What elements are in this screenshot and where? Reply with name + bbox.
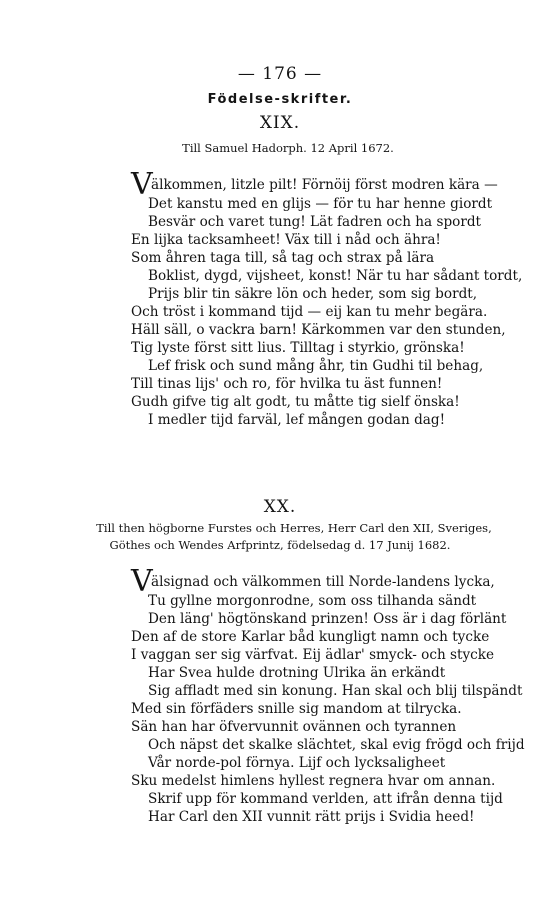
poem-line: Vår norde-pol förnya. Lijf och lycksaligheet	[148, 755, 446, 771]
poem-line: Sän han har öfvervunnit ovännen och tyrannen	[131, 719, 457, 735]
poem-line: Häll säll, o vackra barn! Kärkommen var den stunden,	[131, 322, 506, 338]
poem-numeral: XX.	[263, 497, 297, 517]
poem-line: Den af de store Karlar båd kungligt namn och tycke	[131, 629, 490, 645]
poem-line: Tig lyste först sitt lius. Tilltag i styrkio, grönska!	[131, 340, 465, 356]
poem-line: älsignad och välkommen till Norde-landens lycka,	[151, 574, 495, 590]
poem-line: Och näpst det skalke slächtet, skal evig frögd och frijd	[148, 737, 525, 753]
poem-line: Tu gyllne morgonrodne, som oss tilhanda sändt	[148, 593, 477, 609]
page-number: — 176 —	[237, 64, 323, 84]
poem-dedication: Till then högborne Furstes och Herres, Herr Carl den XII, Sveriges,	[96, 521, 492, 535]
poem-line: I medler tijd farväl, lef mången godan dag!	[148, 412, 446, 428]
poem-line: Den läng' högtönskand prinzen! Oss är i dag förlänt	[148, 611, 507, 627]
poem-line: Och tröst i kommand tijd — eij kan tu mehr begära.	[131, 304, 488, 320]
poem-line: älkommen, litzle pilt! Förnöij först modren kära —	[151, 177, 498, 193]
drop-initial: V	[131, 564, 153, 599]
poem-line: Prijs blir tin säkre lön och heder, som sig bordt,	[148, 286, 478, 302]
poem-dedication: Till Samuel Hadorph. 12 April 1672.	[182, 141, 394, 155]
poem-line: Med sin förfäders snille sig mandom at tilrycka.	[131, 701, 462, 717]
poem-line: Det kanstu med en glijs — för tu har henne giordt	[148, 196, 493, 212]
section-header: Födelse-skrifter.	[207, 92, 353, 107]
poem-line: Lef frisk och sund mång åhr, tin Gudhi til behag,	[148, 358, 484, 374]
poem-line: Gudh gifve tig alt godt, tu måtte tig sielf önska!	[131, 394, 460, 410]
poem-line: Besvär och varet tung! Lät fadren och ha spordt	[148, 214, 482, 230]
poem-line: Har Carl den XII vunnit rätt prijs i Svidia heed!	[148, 809, 475, 825]
poem-line: Boklist, dygd, vijsheet, konst! När tu har sådant tordt,	[148, 268, 523, 284]
poem-numeral: XIX.	[259, 113, 301, 133]
poem-line: Sig affladt med sin konung. Han skal och blij tilspändt	[148, 683, 523, 699]
poem-line: Som åhren taga till, så tag och strax på lära	[131, 250, 435, 266]
poem-line: Till tinas lijs' och ro, för hvilka tu äst funnen!	[131, 376, 443, 392]
poem-line: I vaggan ser sig värfvat. Eij ädlar' smyck- och stycke	[131, 647, 495, 663]
poem-dedication: Göthes och Wendes Arfprintz, födelsedag d. 17 Junij 1682.	[109, 538, 451, 552]
drop-initial: V	[131, 167, 153, 202]
poem-line: Sku medelst himlens hyllest regnera hvar om annan.	[131, 773, 496, 789]
poem-line: Skrif upp för kommand verlden, att ifrån denna tijd	[148, 791, 503, 807]
poem-line: En lijka tacksamheet! Väx till i nåd och ähra!	[131, 232, 441, 248]
poem-line: Har Svea hulde drotning Ulrika än erkändt	[148, 665, 446, 681]
